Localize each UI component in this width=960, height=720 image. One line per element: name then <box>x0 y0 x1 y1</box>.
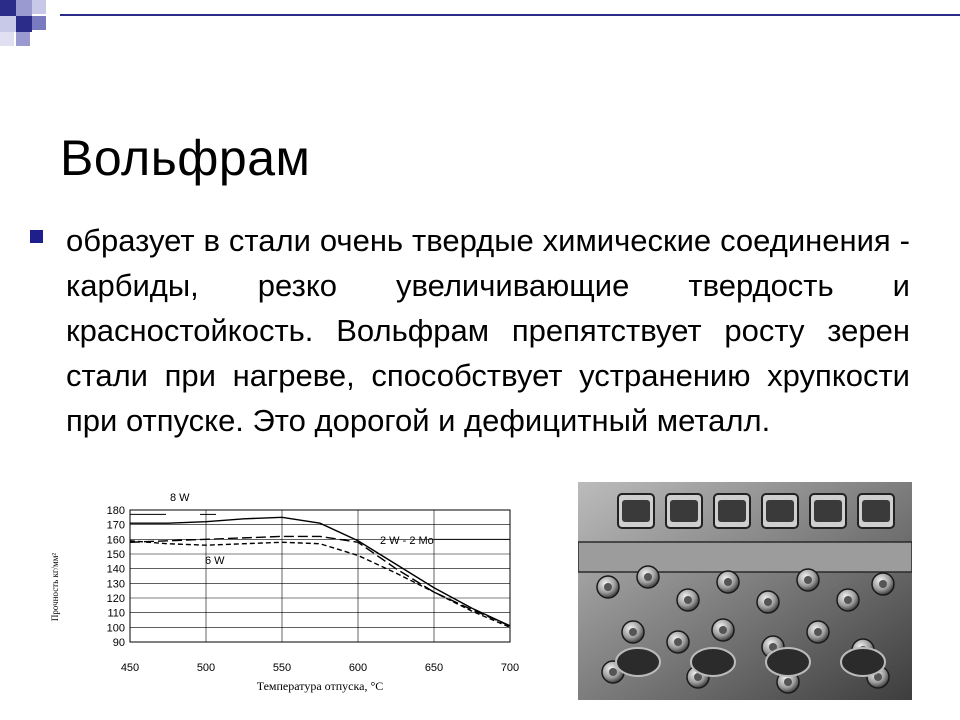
engine-cylinder-head-photo <box>578 482 912 700</box>
chart-series <box>130 517 510 627</box>
stud-bolt-center <box>844 596 852 604</box>
stud-bolt-center <box>784 678 792 686</box>
bullet-text: образует в стали очень твердые химические соединения - карбиды, резко увеличивающие твердость и красностойкость. Вольфрам препятствует росту зерен стали при нагреве, способствует устранению хрупкости при отпуске. Это дорогой и дефицитный металл. <box>66 223 910 438</box>
x-tick-label: 450 <box>120 662 140 674</box>
chamber-shadow <box>622 500 650 522</box>
stud-bolt-center <box>879 580 887 588</box>
header-decoration <box>0 0 960 60</box>
chart-series-labels <box>130 492 510 567</box>
y-tick-label: 140 <box>106 563 125 576</box>
cam-ridge <box>578 542 912 572</box>
valve-port <box>616 648 660 676</box>
deco-square <box>0 32 14 46</box>
stud-bolt-center <box>644 573 652 581</box>
deco-square <box>32 0 46 14</box>
y-tick-label: 110 <box>107 607 125 620</box>
stud-bolt-center <box>684 596 692 604</box>
bullet-square-icon <box>30 230 43 243</box>
series-label: 8 W <box>170 492 190 504</box>
stud-bolt-center <box>719 626 727 634</box>
chamber-shadow <box>814 500 842 522</box>
series-label: 2 W - 2 Mo <box>380 535 434 547</box>
x-tick-label: 700 <box>500 662 520 674</box>
y-tick-label: 150 <box>106 549 125 561</box>
stud-bolt-center <box>724 578 732 586</box>
x-tick-label: 550 <box>272 662 292 674</box>
stud-bolt-center <box>814 628 822 636</box>
chamber-shadow <box>766 500 794 522</box>
x-tick-label: 650 <box>424 662 444 674</box>
x-tick-label: 600 <box>348 662 368 674</box>
y-tick-label: 100 <box>106 622 125 635</box>
plot-frame <box>130 510 510 642</box>
y-tick-label: 90 <box>112 637 125 649</box>
valve-port <box>691 648 735 676</box>
deco-square <box>0 0 16 16</box>
deco-square <box>16 16 32 32</box>
stud-bolt-center <box>604 583 612 591</box>
slide-title: Вольфрам <box>60 129 311 186</box>
y-axis-label: Прочность кг/мм² <box>50 552 60 622</box>
chart-ticks <box>107 505 520 674</box>
chamber-shadow <box>718 500 746 522</box>
y-tick-label: 130 <box>106 578 125 591</box>
deco-square <box>32 16 46 30</box>
chamber-shadow <box>670 500 698 522</box>
valve-port <box>841 648 885 676</box>
deco-square <box>16 32 30 46</box>
chart-grid <box>130 510 510 642</box>
deco-square <box>16 0 32 16</box>
deco-square <box>0 16 16 32</box>
y-tick-label: 120 <box>106 593 125 605</box>
y-tick-label: 160 <box>106 534 125 547</box>
stud-bolt-center <box>804 576 812 584</box>
stud-bolt-center <box>674 638 682 646</box>
y-tick-label: 170 <box>106 519 125 532</box>
valve-port <box>766 648 810 676</box>
x-axis-label: Температура отпуска, °С <box>256 679 384 693</box>
chamber-shadow <box>862 500 890 522</box>
series-line <box>130 517 510 626</box>
series-label: 6 W <box>205 555 225 567</box>
strength-chart <box>40 492 540 702</box>
x-tick-label: 500 <box>196 662 216 674</box>
stud-bolt-center <box>609 668 617 676</box>
bullet-item <box>30 218 910 443</box>
stud-bolt-center <box>764 598 772 606</box>
header-rule <box>60 14 960 16</box>
stud-bolt-center <box>629 628 637 636</box>
y-tick-label: 180 <box>106 505 125 517</box>
